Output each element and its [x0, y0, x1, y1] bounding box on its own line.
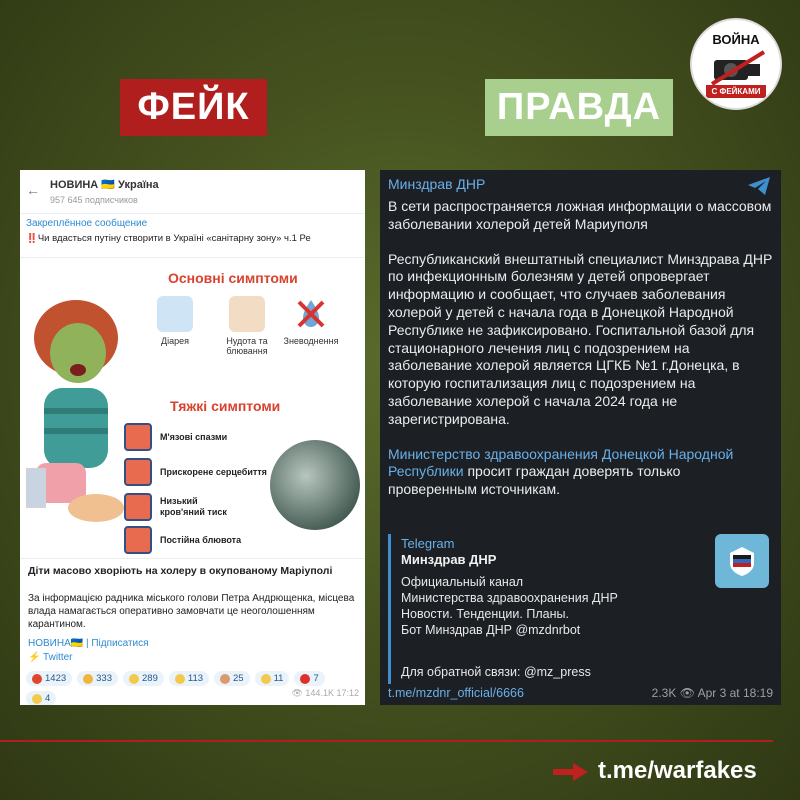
reaction-count: 1423 [45, 673, 67, 684]
crossed-drop-icon [293, 296, 329, 332]
logo-subtitle: С ФЕЙКАМИ [706, 85, 766, 98]
severe-symptoms-title: Тяжкі симптоми [170, 398, 281, 414]
sick-girl-illustration [26, 298, 136, 528]
divider-line [0, 740, 773, 742]
preview-contact: Для обратной связи: @mz_press [401, 665, 591, 679]
post-time: 17:12 [336, 688, 359, 698]
post-body [388, 198, 773, 516]
symptom-label: Діарея [161, 336, 189, 346]
reaction-monkey[interactable] [214, 671, 250, 686]
reaction-cry[interactable] [123, 671, 164, 686]
logo-title: ВОЙНА [712, 32, 760, 47]
reaction-count: 11 [273, 673, 284, 684]
symptom-dehydration [276, 296, 346, 346]
subscribe-link[interactable]: НОВИНА🇺🇦 | Підписатися [28, 638, 149, 649]
reaction-pray[interactable] [77, 671, 118, 686]
post-body: За інформацією радника міського голови Петра Андрющенка, місцева влада намагається оперативно замовчати це неоголошенням карантином. [28, 593, 355, 630]
crying-face-icon [129, 674, 139, 684]
heart-icon [124, 458, 152, 486]
preview-line: Официальный канал [401, 575, 524, 589]
heart-icon [300, 674, 310, 684]
back-arrow-icon[interactable]: ← [26, 182, 40, 198]
bacteria-image [270, 440, 360, 530]
post-link[interactable]: t.me/mzdnr_official/6666 [388, 686, 524, 700]
paragraph-3-text: просит граждан доверять только проверенным источникам. [388, 463, 681, 498]
severe-symptom-label: Низький кров'яний тиск [160, 496, 227, 517]
reaction-count: 113 [187, 673, 204, 684]
symptom-label: Нудота та блювання [226, 336, 268, 356]
pray-icon [83, 674, 93, 684]
reaction-thumbs-up[interactable] [169, 671, 209, 686]
view-count: 144.1K [305, 688, 334, 698]
thumbs-up-icon [175, 674, 185, 684]
arrow-right-icon [553, 762, 589, 782]
main-symptoms-title: Основні симптоми [168, 270, 298, 286]
pinned-title: Закреплённое сообщение [26, 218, 148, 229]
paragraph-3 [388, 446, 773, 499]
reaction-count: 25 [233, 673, 244, 684]
war-on-fakes-logo [690, 18, 782, 110]
eye-icon: 👁 [679, 686, 695, 700]
ministry-emblem-icon [715, 534, 769, 588]
symptom-label: Зневоднення [283, 336, 339, 346]
link-preview[interactable] [388, 534, 773, 684]
vomit-icon [124, 526, 152, 554]
true-post-screenshot [380, 170, 781, 705]
severe-symptom-cramps [124, 423, 227, 451]
preview-source: Telegram [401, 536, 455, 551]
reaction-thumbs-down[interactable] [255, 671, 290, 686]
pinned-text [26, 233, 359, 244]
channel-name[interactable]: Минздрав ДНР [388, 176, 486, 192]
severe-symptom-label: М'язові спазми [160, 431, 228, 442]
subscriber-count: 957 645 подписчиков [50, 195, 138, 205]
grinning-face-icon [32, 694, 42, 704]
channel-header [20, 170, 365, 214]
preview-line: Бот Минздрав ДНР @mzdnrbot [401, 623, 581, 637]
pinned-message[interactable] [20, 214, 365, 258]
symptom-nausea [212, 296, 282, 356]
paragraph-1: В сети распространяется ложная информации о массовом заболевании холерой детей Мариуполя [388, 198, 772, 232]
view-count: 2.3K [651, 686, 677, 700]
symptom-diarrhea [140, 296, 210, 346]
post-headline: Діти масово хворіють на холеру в окупованому Маріуполі [28, 565, 333, 577]
reaction-count: 7 [313, 673, 319, 684]
camera-crossed-icon [708, 48, 768, 88]
pinned-text-content: Чи вдасться путіну створити в Україні «санітарну зону» ч.1 Ре [37, 233, 311, 244]
double-exclamation-icon: ‼️ [26, 233, 38, 244]
intestine-icon [124, 493, 152, 521]
cholera-infographic [20, 258, 365, 558]
muscle-icon [124, 423, 152, 451]
nausea-icon [229, 296, 265, 332]
paragraph-2: Республиканский внештатный специалист Минздрава ДНР по инфекционным болезням у детей опровергает информацию и сообщает, что случаев заболевания холерой у детей с начала года в Донецкой Народной Республике не зафиксировано. Госпитальной базой для стационарного лечения лиц с подозрением на заболевание холерой является ЦГКБ №1 г.Донецка, в которую госпитализация лиц с подозрением на заболевание холерой с начала 2024 года не зарегистрирована. [388, 250, 773, 427]
fake-post-screenshot [20, 170, 365, 705]
severe-symptom-vomiting [124, 526, 241, 554]
post-meta [652, 686, 773, 700]
toilet-icon [157, 296, 193, 332]
footer-link[interactable]: t.me/warfakes [598, 757, 757, 784]
severe-symptom-label: Постійна блювота [160, 534, 242, 545]
truth-label: ПРАВДА [485, 79, 673, 136]
eye-icon: 👁 [291, 688, 303, 698]
post-date: Apr 3 at 18:19 [697, 686, 773, 700]
preview-line: Министерства здравоохранения ДНР [401, 591, 618, 605]
reaction-count: 4 [45, 693, 51, 704]
preview-line: Новости. Тенденции. Планы. [401, 607, 569, 621]
twitter-link[interactable]: ⚡ Twitter [28, 652, 73, 663]
telegram-icon[interactable] [747, 176, 771, 196]
ministry-link[interactable]: Министерство здравоохранения Донецкой Народной Республики [388, 445, 734, 480]
post-links [20, 637, 365, 665]
severe-symptom-heartbeat [124, 458, 267, 486]
fake-label: ФЕЙК [120, 79, 267, 136]
reactions-bar [20, 665, 365, 705]
reaction-angry[interactable] [26, 671, 72, 686]
severe-symptom-label: Прискорене серцебиття [160, 466, 267, 477]
thumbs-down-icon [261, 674, 271, 684]
post-meta [291, 688, 359, 699]
preview-title: Минздрав ДНР [401, 552, 497, 567]
reaction-count: 289 [142, 673, 158, 684]
monkey-icon [220, 674, 230, 684]
post-text [20, 558, 365, 637]
reaction-grin[interactable] [26, 691, 56, 705]
reaction-count: 333 [96, 673, 112, 684]
angry-face-icon [32, 674, 42, 684]
severe-symptom-low-pressure [124, 493, 230, 521]
reaction-heart[interactable] [294, 671, 324, 686]
channel-name[interactable]: НОВИНА 🇺🇦 Україна [50, 179, 159, 191]
